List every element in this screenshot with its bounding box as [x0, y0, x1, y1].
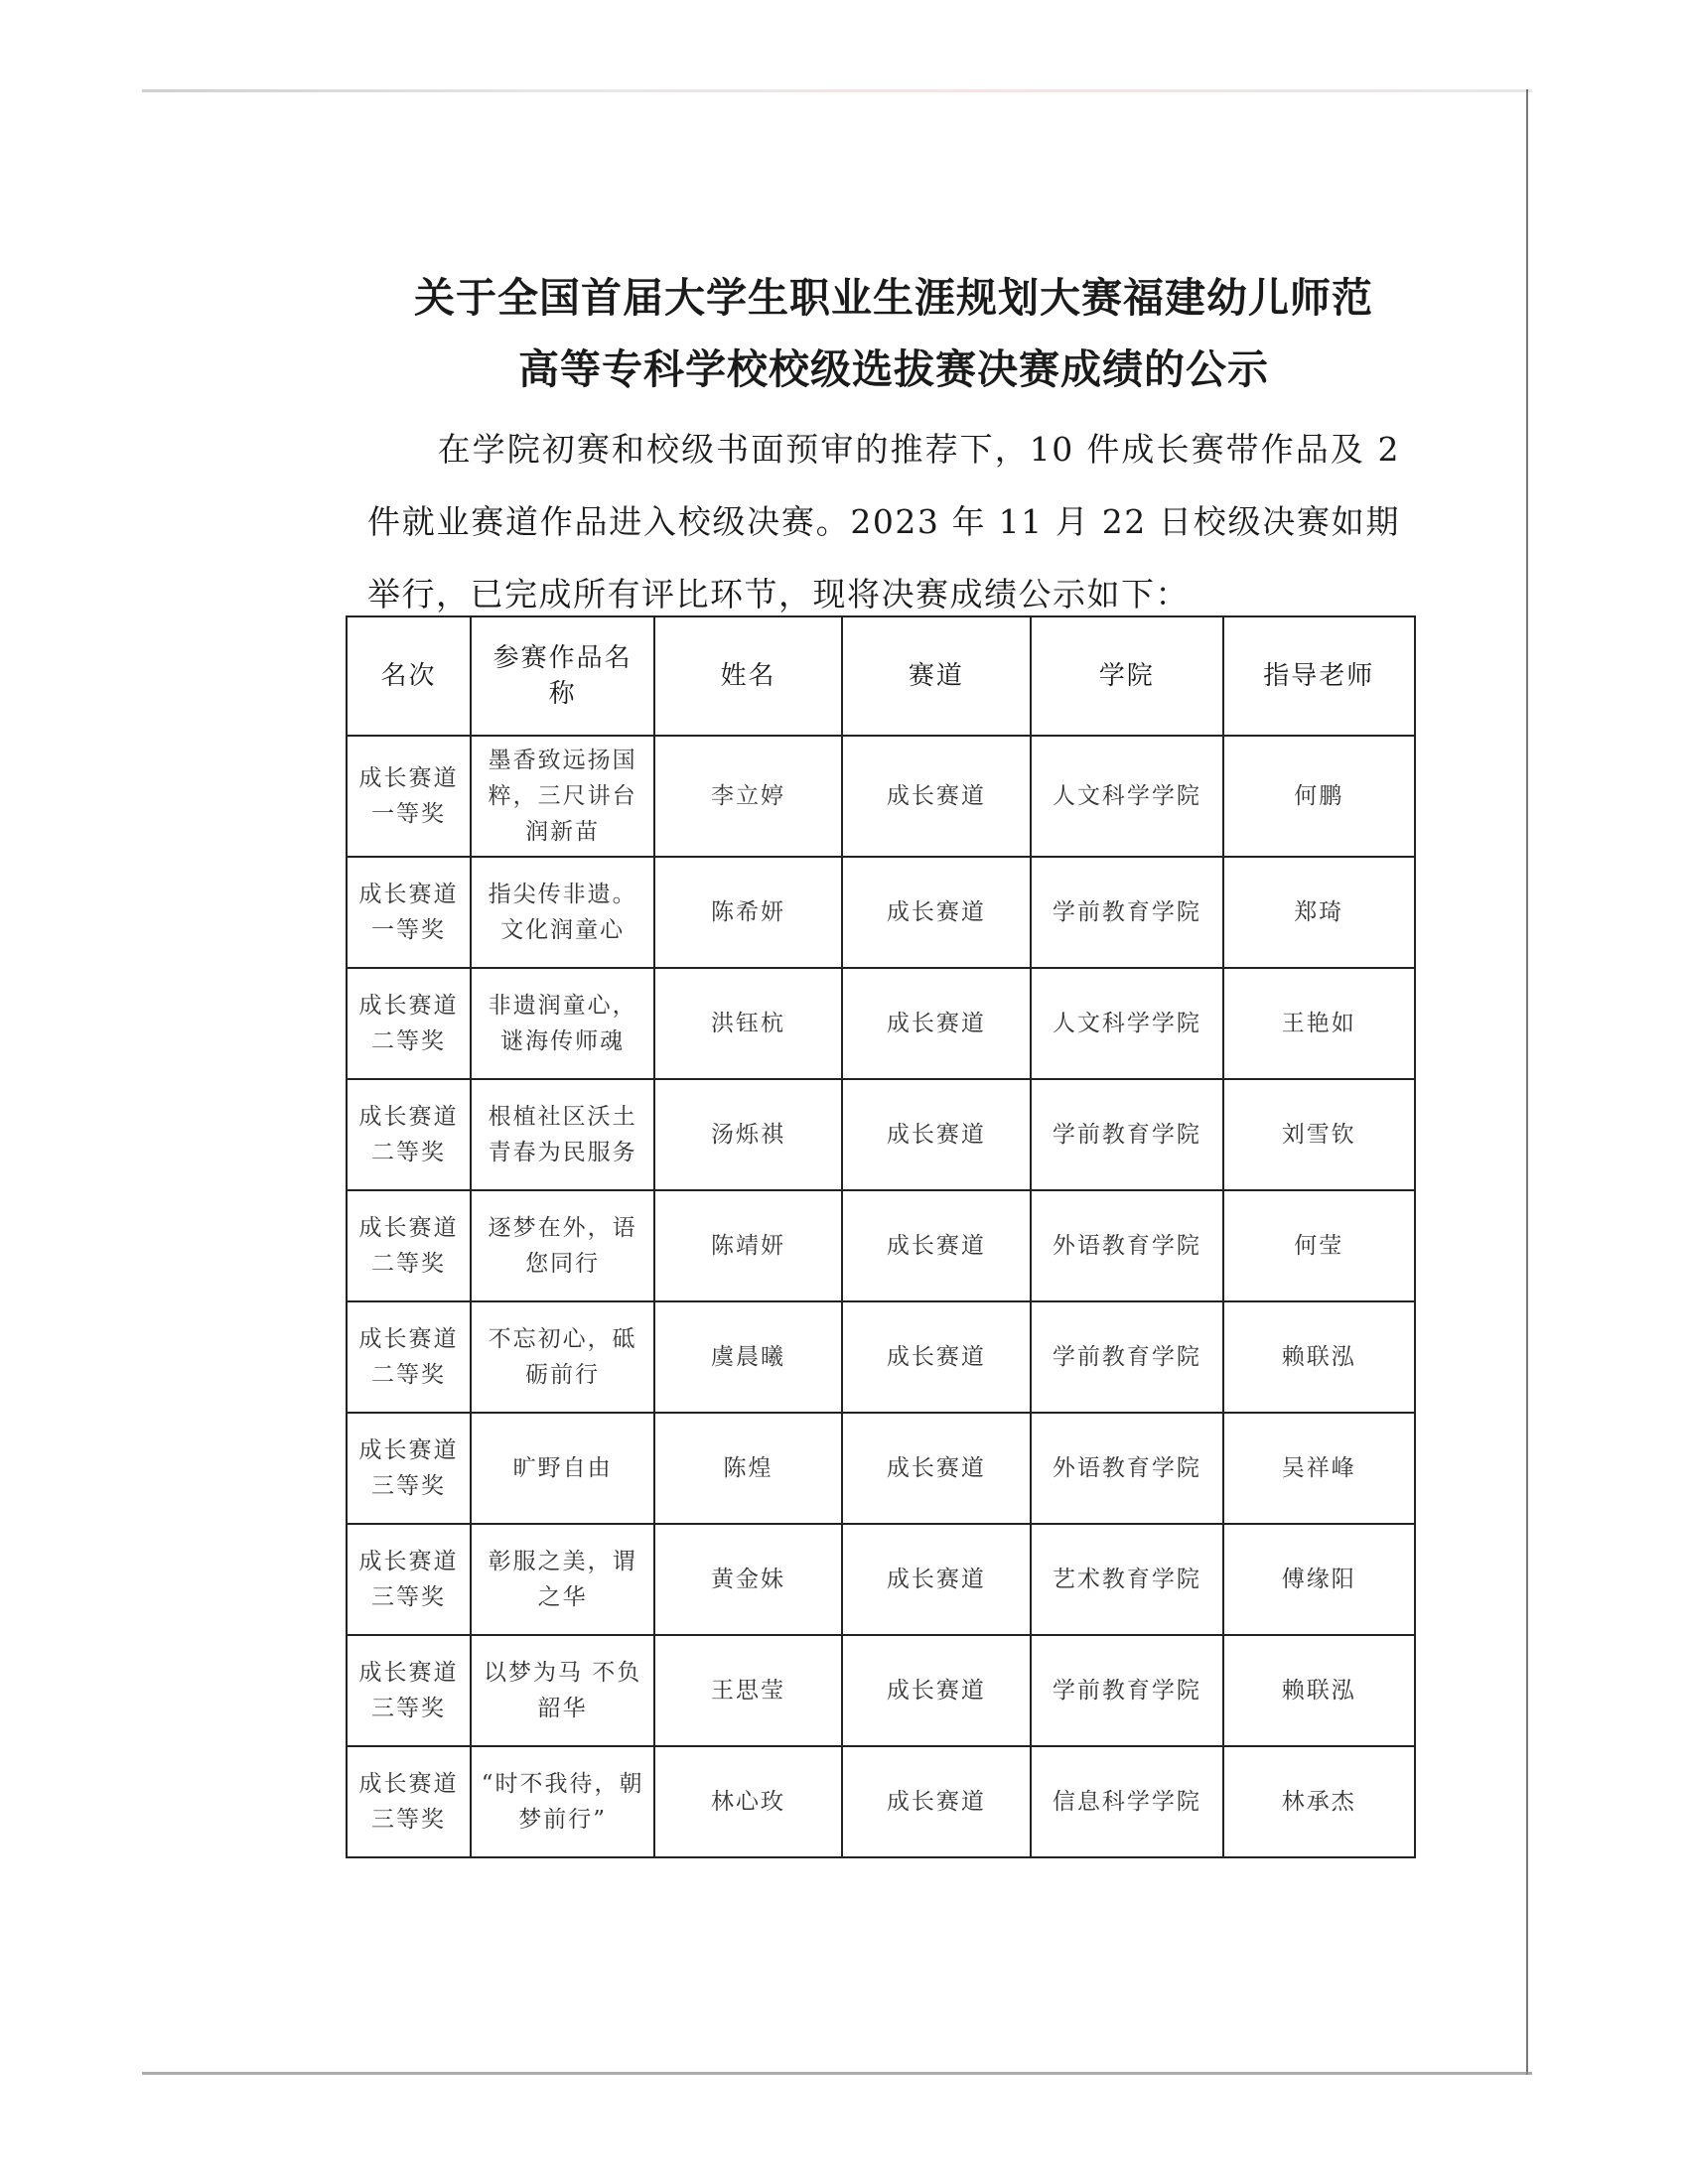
- cell-name: 林心玫: [654, 1746, 841, 1857]
- cell-track: 成长赛道: [842, 1524, 1031, 1635]
- header-work-title: 参赛作品名称: [471, 616, 654, 736]
- cell-rank: 成长赛道二等奖: [347, 1190, 471, 1301]
- cell-college: 学前教育学院: [1031, 1301, 1222, 1413]
- cell-name: 黄金妹: [654, 1524, 841, 1635]
- cell-track: 成长赛道: [842, 968, 1031, 1079]
- cell-work-title: 根植社区沃土青春为民服务: [471, 1079, 654, 1190]
- cell-advisor: 刘雪钦: [1223, 1079, 1415, 1190]
- cell-college: 外语教育学院: [1031, 1190, 1222, 1301]
- cell-name: 汤烁祺: [654, 1079, 841, 1190]
- table-row: [347, 1524, 1415, 1635]
- cell-college: 外语教育学院: [1031, 1413, 1222, 1524]
- cell-advisor: 郑琦: [1223, 857, 1415, 968]
- cell-college: 学前教育学院: [1031, 857, 1222, 968]
- table-row: [347, 1301, 1415, 1413]
- cell-work-title: 不忘初心，砥砺前行: [471, 1301, 654, 1413]
- paper-edge-bottom: [142, 2072, 1532, 2075]
- cell-track: 成长赛道: [842, 1635, 1031, 1746]
- header-track: 赛道: [842, 616, 1031, 736]
- cell-name: 王思莹: [654, 1635, 841, 1746]
- cell-college: 学前教育学院: [1031, 1079, 1222, 1190]
- table-row: [347, 968, 1415, 1079]
- cell-college: 人文科学学院: [1031, 736, 1222, 857]
- cell-advisor: 王艳如: [1223, 968, 1415, 1079]
- cell-rank: 成长赛道三等奖: [347, 1746, 471, 1857]
- cell-rank: 成长赛道二等奖: [347, 1301, 471, 1413]
- cell-name: 陈靖妍: [654, 1190, 841, 1301]
- cell-advisor: 何鹏: [1223, 736, 1415, 857]
- cell-rank: 成长赛道三等奖: [347, 1635, 471, 1746]
- cell-work-title: 以梦为马 不负韶华: [471, 1635, 654, 1746]
- cell-college: 学前教育学院: [1031, 1635, 1222, 1746]
- table-row: [347, 1079, 1415, 1190]
- cell-rank: 成长赛道三等奖: [347, 1524, 471, 1635]
- header-advisor: 指导老师: [1223, 616, 1415, 736]
- cell-work-title: 指尖传非遗。文化润童心: [471, 857, 654, 968]
- cell-rank: 成长赛道二等奖: [347, 1079, 471, 1190]
- paper-edge-top: [142, 89, 1532, 92]
- cell-advisor: 何莹: [1223, 1190, 1415, 1301]
- cell-work-title: 逐梦在外，语您同行: [471, 1190, 654, 1301]
- table-row: [347, 1190, 1415, 1301]
- cell-rank: 成长赛道三等奖: [347, 1413, 471, 1524]
- cell-college: 信息科学学院: [1031, 1746, 1222, 1857]
- cell-advisor: 赖联泓: [1223, 1301, 1415, 1413]
- table-row: [347, 736, 1415, 857]
- cell-college: 人文科学学院: [1031, 968, 1222, 1079]
- table-row: [347, 1635, 1415, 1746]
- cell-work-title: “时不我待，朝梦前行”: [471, 1746, 654, 1857]
- cell-name: 洪钰杭: [654, 968, 841, 1079]
- cell-work-title: 非遗润童心，谜海传师魂: [471, 968, 654, 1079]
- intro-paragraph: [367, 413, 1400, 630]
- paper-edge-right: [1526, 89, 1528, 2075]
- header-rank: 名次: [347, 616, 471, 736]
- cell-track: 成长赛道: [842, 736, 1031, 857]
- cell-track: 成长赛道: [842, 1079, 1031, 1190]
- cell-rank: 成长赛道一等奖: [347, 736, 471, 857]
- document-title: [377, 262, 1410, 405]
- header-name: 姓名: [654, 616, 841, 736]
- intro-text: 在学院初赛和校级书面预审的推荐下，10 件成长赛带作品及 2 件就业赛道作品进入校级决赛。2023 年 11 月 22 日校级决赛如期举行，已完成所有评比环节，现将决赛成绩公示如下：: [367, 430, 1400, 614]
- results-table: [346, 615, 1416, 1858]
- cell-advisor: 傅缘阳: [1223, 1524, 1415, 1635]
- cell-track: 成长赛道: [842, 857, 1031, 968]
- table-header-row: [347, 616, 1415, 736]
- cell-track: 成长赛道: [842, 1413, 1031, 1524]
- table-row: [347, 857, 1415, 968]
- cell-work-title: 旷野自由: [471, 1413, 654, 1524]
- cell-name: 陈煌: [654, 1413, 841, 1524]
- cell-name: 李立婷: [654, 736, 841, 857]
- cell-advisor: 赖联泓: [1223, 1635, 1415, 1746]
- cell-name: 陈希妍: [654, 857, 841, 968]
- cell-track: 成长赛道: [842, 1746, 1031, 1857]
- title-line-1: 关于全国首届大学生职业生涯规划大赛福建幼儿师范: [414, 274, 1373, 322]
- cell-track: 成长赛道: [842, 1301, 1031, 1413]
- header-college: 学院: [1031, 616, 1222, 736]
- table-row: [347, 1746, 1415, 1857]
- cell-track: 成长赛道: [842, 1190, 1031, 1301]
- cell-advisor: 吴祥峰: [1223, 1413, 1415, 1524]
- cell-rank: 成长赛道一等奖: [347, 857, 471, 968]
- table-row: [347, 1413, 1415, 1524]
- cell-college: 艺术教育学院: [1031, 1524, 1222, 1635]
- cell-work-title: 彰服之美，谓之华: [471, 1524, 654, 1635]
- cell-work-title: 墨香致远扬国粹，三尺讲台润新苗: [471, 736, 654, 857]
- cell-advisor: 林承杰: [1223, 1746, 1415, 1857]
- title-line-2: 高等专科学校校级选拔赛决赛成绩的公示: [518, 345, 1269, 393]
- cell-name: 虞晨曦: [654, 1301, 841, 1413]
- cell-rank: 成长赛道二等奖: [347, 968, 471, 1079]
